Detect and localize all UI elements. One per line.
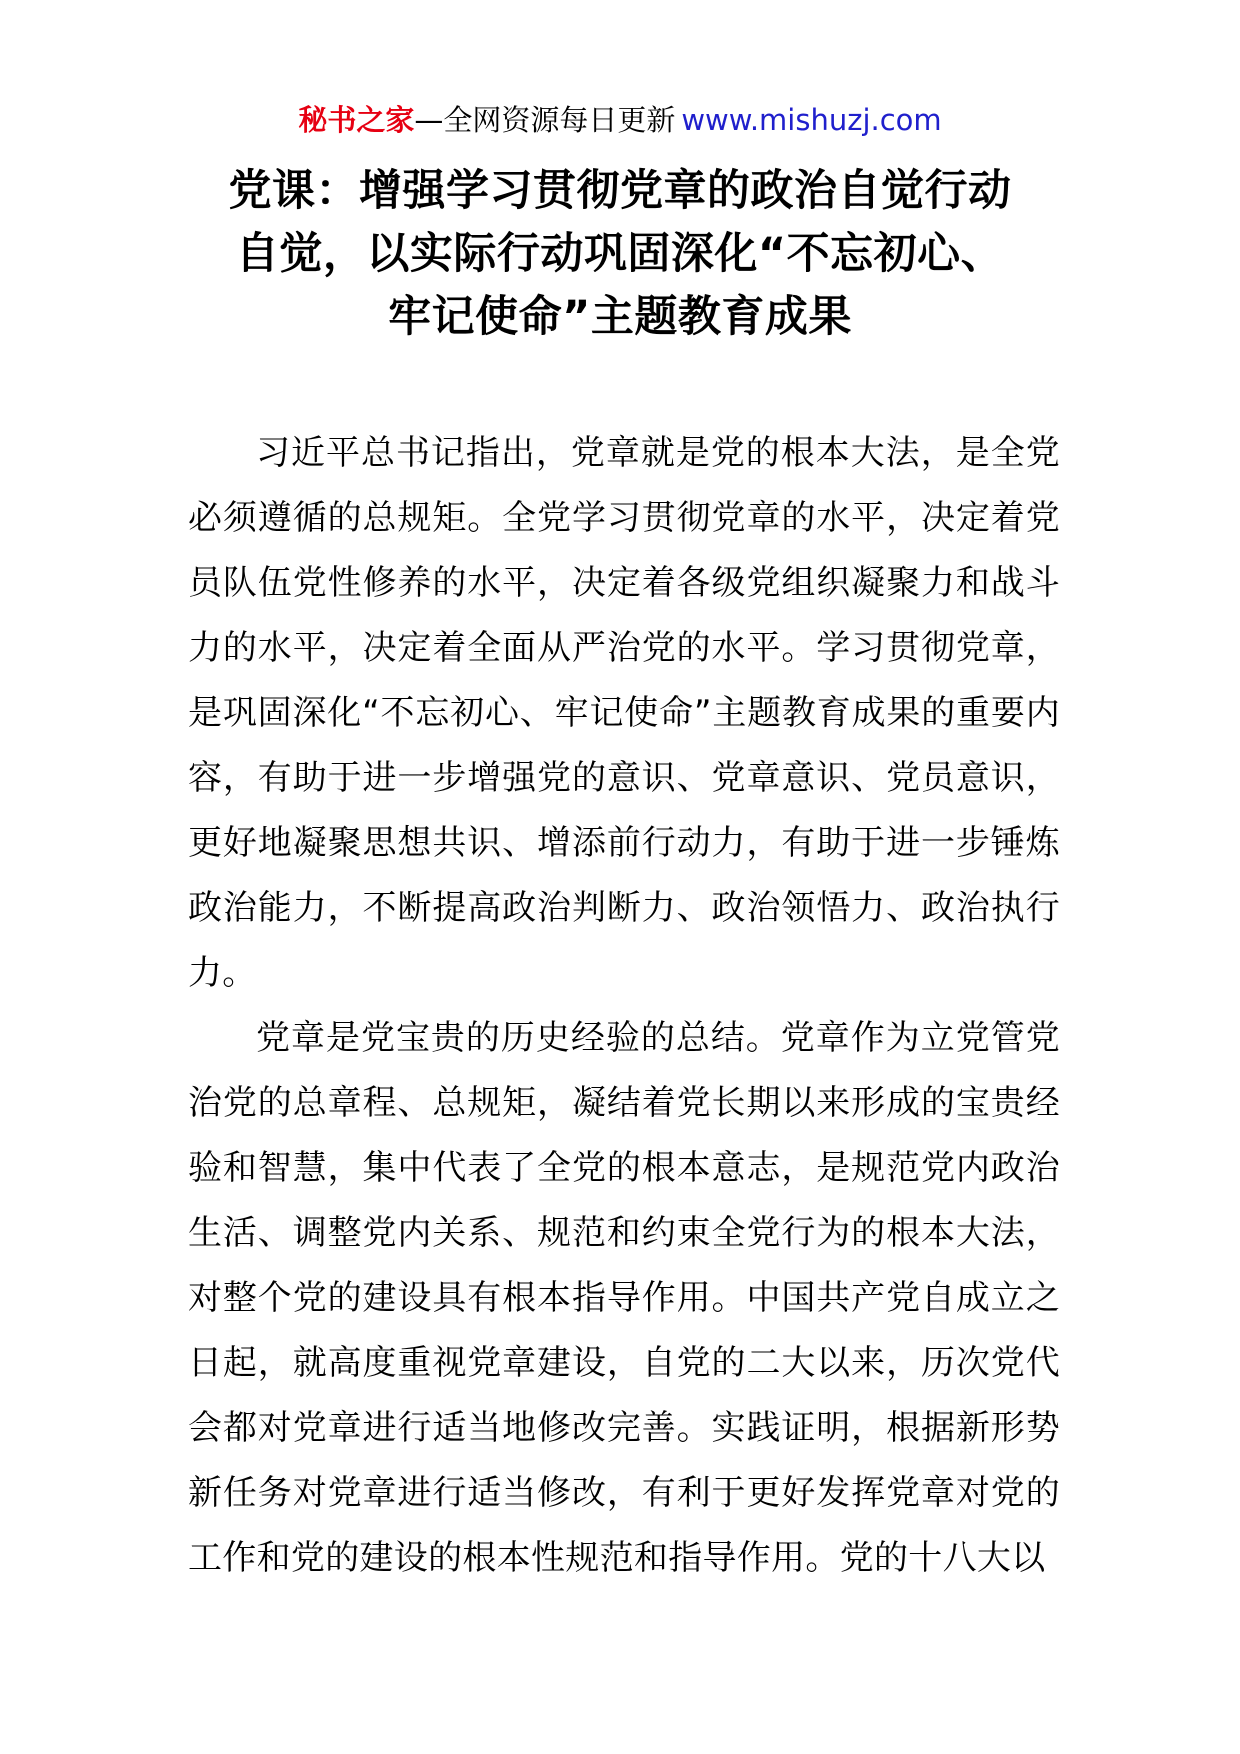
site-header — [0, 98, 1240, 142]
body-paragraph: 习近平总书记指出，党章就是党的根本大法，是全党必须遵循的总规矩。全党学习贯彻党章的水平，决定着党员队伍党性修养的水平，决定着各级党组织凝聚力和战斗力的水平，决定着全面从严治党的水平。学习贯彻党章，是巩固深化“不忘初心、牢记使命”主题教育成果的重要内容，有助于进一步增强党的意识、党章意识、党员意识，更好地凝聚思想共识、增添前行动力，有助于进一步锤炼政治能力，不断提高政治判断力、政治领悟力、政治执行力。 — [188, 433, 1060, 993]
title-line-3: 牢记使命”主题教育成果 — [388, 292, 852, 342]
document-body — [188, 421, 1060, 1591]
title-line-2: 自觉，以实际行动巩固深化“不忘初心、 — [235, 229, 1005, 279]
header-tagline: —全网资源每日更新 — [414, 103, 676, 137]
document-title — [190, 160, 1050, 349]
body-paragraph: 党章是党宝贵的历史经验的总结。党章作为立党管党治党的总章程、总规矩，凝结着党长期以来形成的宝贵经验和智慧，集中代表了全党的根本意志，是规范党内政治生活、调整党内关系、规范和约束全党行为的根本大法，对整个党的建设具有根本指导作用。中国共产党自成立之日起，就高度重视党章建设，自党的二大以来，历次党代会都对党章进行适当地修改完善。实践证明，根据新形势新任务对党章进行适当修改，有利于更好发挥党章对党的工作和党的建设的根本性规范和指导作用。党的十八大以 — [188, 1018, 1060, 1578]
site-url-link[interactable]: www.mishuzj.com — [681, 103, 942, 137]
title-line-1: 党课：增强学习贯彻党章的政治自觉行动 — [228, 166, 1012, 216]
brand-name: 秘书之家 — [298, 103, 415, 137]
